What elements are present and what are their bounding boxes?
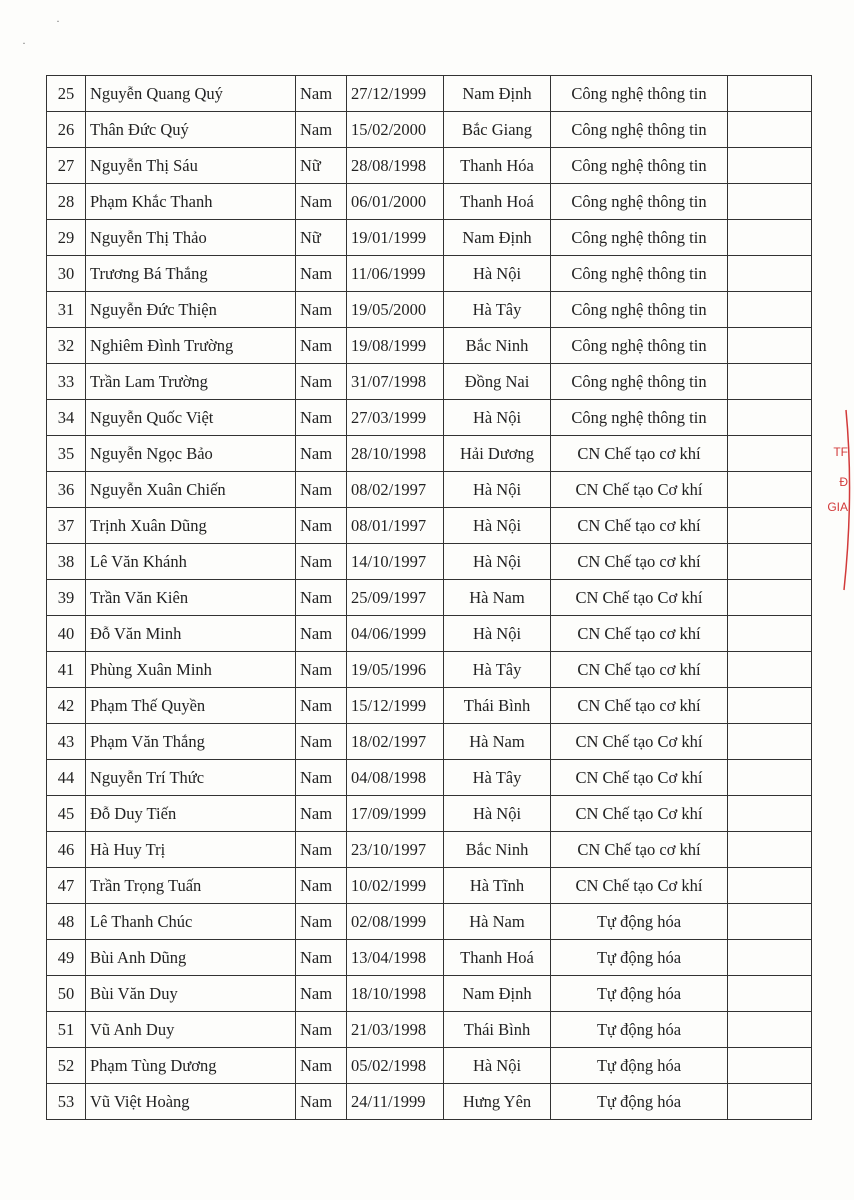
note [728,832,812,868]
table-row [47,580,812,616]
major: CN Chế tạo Cơ khí [551,760,728,796]
major: Công nghệ thông tin [551,220,728,256]
note [728,400,812,436]
note [728,580,812,616]
gender: Nam [296,292,347,328]
gender: Nam [296,760,347,796]
row-number: 27 [47,148,86,184]
major: CN Chế tạo cơ khí [551,652,728,688]
student-name: Trịnh Xuân Dũng [86,508,296,544]
major: CN Chế tạo Cơ khí [551,796,728,832]
student-name: Bùi Văn Duy [86,976,296,1012]
row-number: 42 [47,688,86,724]
hometown: Bắc Giang [444,112,551,148]
major: CN Chế tạo cơ khí [551,616,728,652]
note [728,184,812,220]
row-number: 43 [47,724,86,760]
note [728,472,812,508]
date-of-birth: 18/02/1997 [347,724,444,760]
note [728,328,812,364]
table-row [47,256,812,292]
table-row [47,184,812,220]
date-of-birth: 02/08/1999 [347,904,444,940]
gender: Nam [296,1012,347,1048]
table-row [47,148,812,184]
date-of-birth: 27/03/1999 [347,400,444,436]
note [728,688,812,724]
student-name: Nguyễn Đức Thiện [86,292,296,328]
row-number: 28 [47,184,86,220]
hometown: Hà Nội [444,508,551,544]
row-number: 53 [47,1084,86,1120]
student-name: Lê Thanh Chúc [86,904,296,940]
date-of-birth: 08/02/1997 [347,472,444,508]
gender: Nữ [296,148,347,184]
hometown: Thái Bình [444,688,551,724]
major: CN Chế tạo Cơ khí [551,724,728,760]
table-row [47,976,812,1012]
student-name: Phạm Văn Thắng [86,724,296,760]
row-number: 32 [47,328,86,364]
gender: Nam [296,184,347,220]
student-name: Nguyễn Trí Thức [86,760,296,796]
student-name: Nguyễn Thị Sáu [86,148,296,184]
date-of-birth: 15/02/2000 [347,112,444,148]
hometown: Hà Nội [444,796,551,832]
gender: Nam [296,940,347,976]
major: Tự động hóa [551,1048,728,1084]
gender: Nam [296,1084,347,1120]
note [728,436,812,472]
note [728,148,812,184]
row-number: 29 [47,220,86,256]
date-of-birth: 08/01/1997 [347,508,444,544]
date-of-birth: 04/08/1998 [347,760,444,796]
student-name: Nguyễn Ngọc Bảo [86,436,296,472]
table-row [47,796,812,832]
row-number: 36 [47,472,86,508]
row-number: 34 [47,400,86,436]
hometown: Hà Nội [444,1048,551,1084]
note [728,940,812,976]
major: Tự động hóa [551,940,728,976]
major: CN Chế tạo cơ khí [551,688,728,724]
student-name: Nguyễn Xuân Chiến [86,472,296,508]
student-name: Đỗ Văn Minh [86,616,296,652]
major: Công nghệ thông tin [551,364,728,400]
note [728,76,812,112]
table-row [47,472,812,508]
gender: Nam [296,364,347,400]
hometown: Đồng Nai [444,364,551,400]
gender: Nam [296,688,347,724]
student-name: Đỗ Duy Tiến [86,796,296,832]
row-number: 44 [47,760,86,796]
row-number: 35 [47,436,86,472]
major: CN Chế tạo Cơ khí [551,580,728,616]
date-of-birth: 19/05/1996 [347,652,444,688]
note [728,796,812,832]
date-of-birth: 04/06/1999 [347,616,444,652]
major: Công nghệ thông tin [551,184,728,220]
table-row [47,544,812,580]
gender: Nam [296,400,347,436]
hometown: Hà Nội [444,472,551,508]
hometown: Hà Nội [444,544,551,580]
row-number: 38 [47,544,86,580]
student-name: Phạm Khắc Thanh [86,184,296,220]
row-number: 52 [47,1048,86,1084]
table-row [47,868,812,904]
student-name: Phùng Xuân Minh [86,652,296,688]
hometown: Hà Tây [444,292,551,328]
hometown: Thanh Hoá [444,184,551,220]
major: Tự động hóa [551,904,728,940]
gender: Nam [296,904,347,940]
major: CN Chế tạo cơ khí [551,436,728,472]
row-number: 39 [47,580,86,616]
gender: Nam [296,616,347,652]
note [728,508,812,544]
hometown: Hà Nam [444,724,551,760]
note [728,616,812,652]
major: Công nghệ thông tin [551,112,728,148]
gender: Nam [296,796,347,832]
gender: Nam [296,112,347,148]
note [728,760,812,796]
table-row [47,112,812,148]
student-name: Nguyễn Quốc Việt [86,400,296,436]
date-of-birth: 19/01/1999 [347,220,444,256]
student-name: Phạm Thế Quyền [86,688,296,724]
student-name: Trương Bá Thắng [86,256,296,292]
date-of-birth: 21/03/1998 [347,1012,444,1048]
row-number: 45 [47,796,86,832]
table-row [47,436,812,472]
date-of-birth: 05/02/1998 [347,1048,444,1084]
major: Công nghệ thông tin [551,148,728,184]
date-of-birth: 19/05/2000 [347,292,444,328]
gender: Nam [296,1048,347,1084]
note [728,544,812,580]
student-name: Bùi Anh Dũng [86,940,296,976]
hometown: Hà Tây [444,652,551,688]
date-of-birth: 13/04/1998 [347,940,444,976]
row-number: 48 [47,904,86,940]
table-row [47,220,812,256]
major: Tự động hóa [551,976,728,1012]
table-row [47,1048,812,1084]
row-number: 41 [47,652,86,688]
gender: Nam [296,328,347,364]
note [728,364,812,400]
note [728,112,812,148]
date-of-birth: 27/12/1999 [347,76,444,112]
table-row [47,508,812,544]
hometown: Nam Định [444,76,551,112]
row-number: 49 [47,940,86,976]
hometown: Hà Nam [444,904,551,940]
hometown: Nam Định [444,220,551,256]
table-row [47,832,812,868]
hometown: Bắc Ninh [444,832,551,868]
date-of-birth: 11/06/1999 [347,256,444,292]
note [728,868,812,904]
scan-speck: · [56,14,60,28]
note [728,220,812,256]
table-row [47,400,812,436]
note [728,1048,812,1084]
stamp-text-3: GIA [827,500,848,514]
scan-speck: · [22,36,26,50]
hometown: Thanh Hoá [444,940,551,976]
student-name: Trần Trọng Tuấn [86,868,296,904]
hometown: Hà Nam [444,580,551,616]
student-name: Phạm Tùng Dương [86,1048,296,1084]
hometown: Nam Định [444,976,551,1012]
student-name: Nguyễn Thị Thảo [86,220,296,256]
note [728,976,812,1012]
row-number: 33 [47,364,86,400]
hometown: Bắc Ninh [444,328,551,364]
major: Công nghệ thông tin [551,292,728,328]
gender: Nam [296,580,347,616]
student-name: Lê Văn Khánh [86,544,296,580]
major: Tự động hóa [551,1012,728,1048]
major: Công nghệ thông tin [551,400,728,436]
row-number: 30 [47,256,86,292]
date-of-birth: 28/10/1998 [347,436,444,472]
row-number: 46 [47,832,86,868]
row-number: 31 [47,292,86,328]
gender: Nam [296,832,347,868]
student-name: Vũ Anh Duy [86,1012,296,1048]
row-number: 26 [47,112,86,148]
hometown: Hà Nội [444,616,551,652]
hometown: Hà Tĩnh [444,868,551,904]
student-roster-table [46,75,812,1120]
table-row [47,292,812,328]
table-row [47,76,812,112]
row-number: 40 [47,616,86,652]
gender: Nam [296,724,347,760]
note [728,292,812,328]
hometown: Hà Nội [444,400,551,436]
note [728,1084,812,1120]
red-stamp-fragment [824,405,854,595]
student-name: Vũ Việt Hoàng [86,1084,296,1120]
note [728,652,812,688]
student-name: Nghiêm Đình Trường [86,328,296,364]
table-row [47,688,812,724]
student-name: Trần Văn Kiên [86,580,296,616]
table-row [47,652,812,688]
hometown: Hải Dương [444,436,551,472]
gender: Nam [296,544,347,580]
major: CN Chế tạo cơ khí [551,508,728,544]
note [728,724,812,760]
student-name: Nguyễn Quang Quý [86,76,296,112]
major: CN Chế tạo cơ khí [551,832,728,868]
date-of-birth: 18/10/1998 [347,976,444,1012]
table-row [47,760,812,796]
table-row [47,1012,812,1048]
row-number: 25 [47,76,86,112]
gender: Nam [296,472,347,508]
gender: Nữ [296,220,347,256]
hometown: Hưng Yên [444,1084,551,1120]
major: CN Chế tạo cơ khí [551,544,728,580]
date-of-birth: 19/08/1999 [347,328,444,364]
note [728,256,812,292]
row-number: 37 [47,508,86,544]
row-number: 51 [47,1012,86,1048]
gender: Nam [296,436,347,472]
major: Tự động hóa [551,1084,728,1120]
student-name: Hà Huy Trị [86,832,296,868]
row-number: 50 [47,976,86,1012]
gender: Nam [296,508,347,544]
table-row [47,616,812,652]
gender: Nam [296,256,347,292]
row-number: 47 [47,868,86,904]
table-row [47,364,812,400]
note [728,1012,812,1048]
table-row [47,724,812,760]
date-of-birth: 28/08/1998 [347,148,444,184]
major: Công nghệ thông tin [551,328,728,364]
hometown: Hà Tây [444,760,551,796]
date-of-birth: 25/09/1997 [347,580,444,616]
hometown: Thanh Hóa [444,148,551,184]
date-of-birth: 10/02/1999 [347,868,444,904]
major: Công nghệ thông tin [551,256,728,292]
hometown: Hà Nội [444,256,551,292]
date-of-birth: 24/11/1999 [347,1084,444,1120]
student-name: Thân Đức Quý [86,112,296,148]
gender: Nam [296,976,347,1012]
date-of-birth: 17/09/1999 [347,796,444,832]
gender: Nam [296,868,347,904]
table-row [47,904,812,940]
date-of-birth: 15/12/1999 [347,688,444,724]
stamp-text-2: Đ [839,475,848,489]
date-of-birth: 06/01/2000 [347,184,444,220]
stamp-text-1: TF [833,445,848,459]
major: Công nghệ thông tin [551,76,728,112]
gender: Nam [296,76,347,112]
student-name: Trần Lam Trường [86,364,296,400]
table-row [47,940,812,976]
date-of-birth: 23/10/1997 [347,832,444,868]
note [728,904,812,940]
table-row [47,1084,812,1120]
hometown: Thái Bình [444,1012,551,1048]
date-of-birth: 14/10/1997 [347,544,444,580]
table-row [47,328,812,364]
gender: Nam [296,652,347,688]
roster-body [47,76,812,1120]
major: CN Chế tạo Cơ khí [551,472,728,508]
major: CN Chế tạo Cơ khí [551,868,728,904]
date-of-birth: 31/07/1998 [347,364,444,400]
